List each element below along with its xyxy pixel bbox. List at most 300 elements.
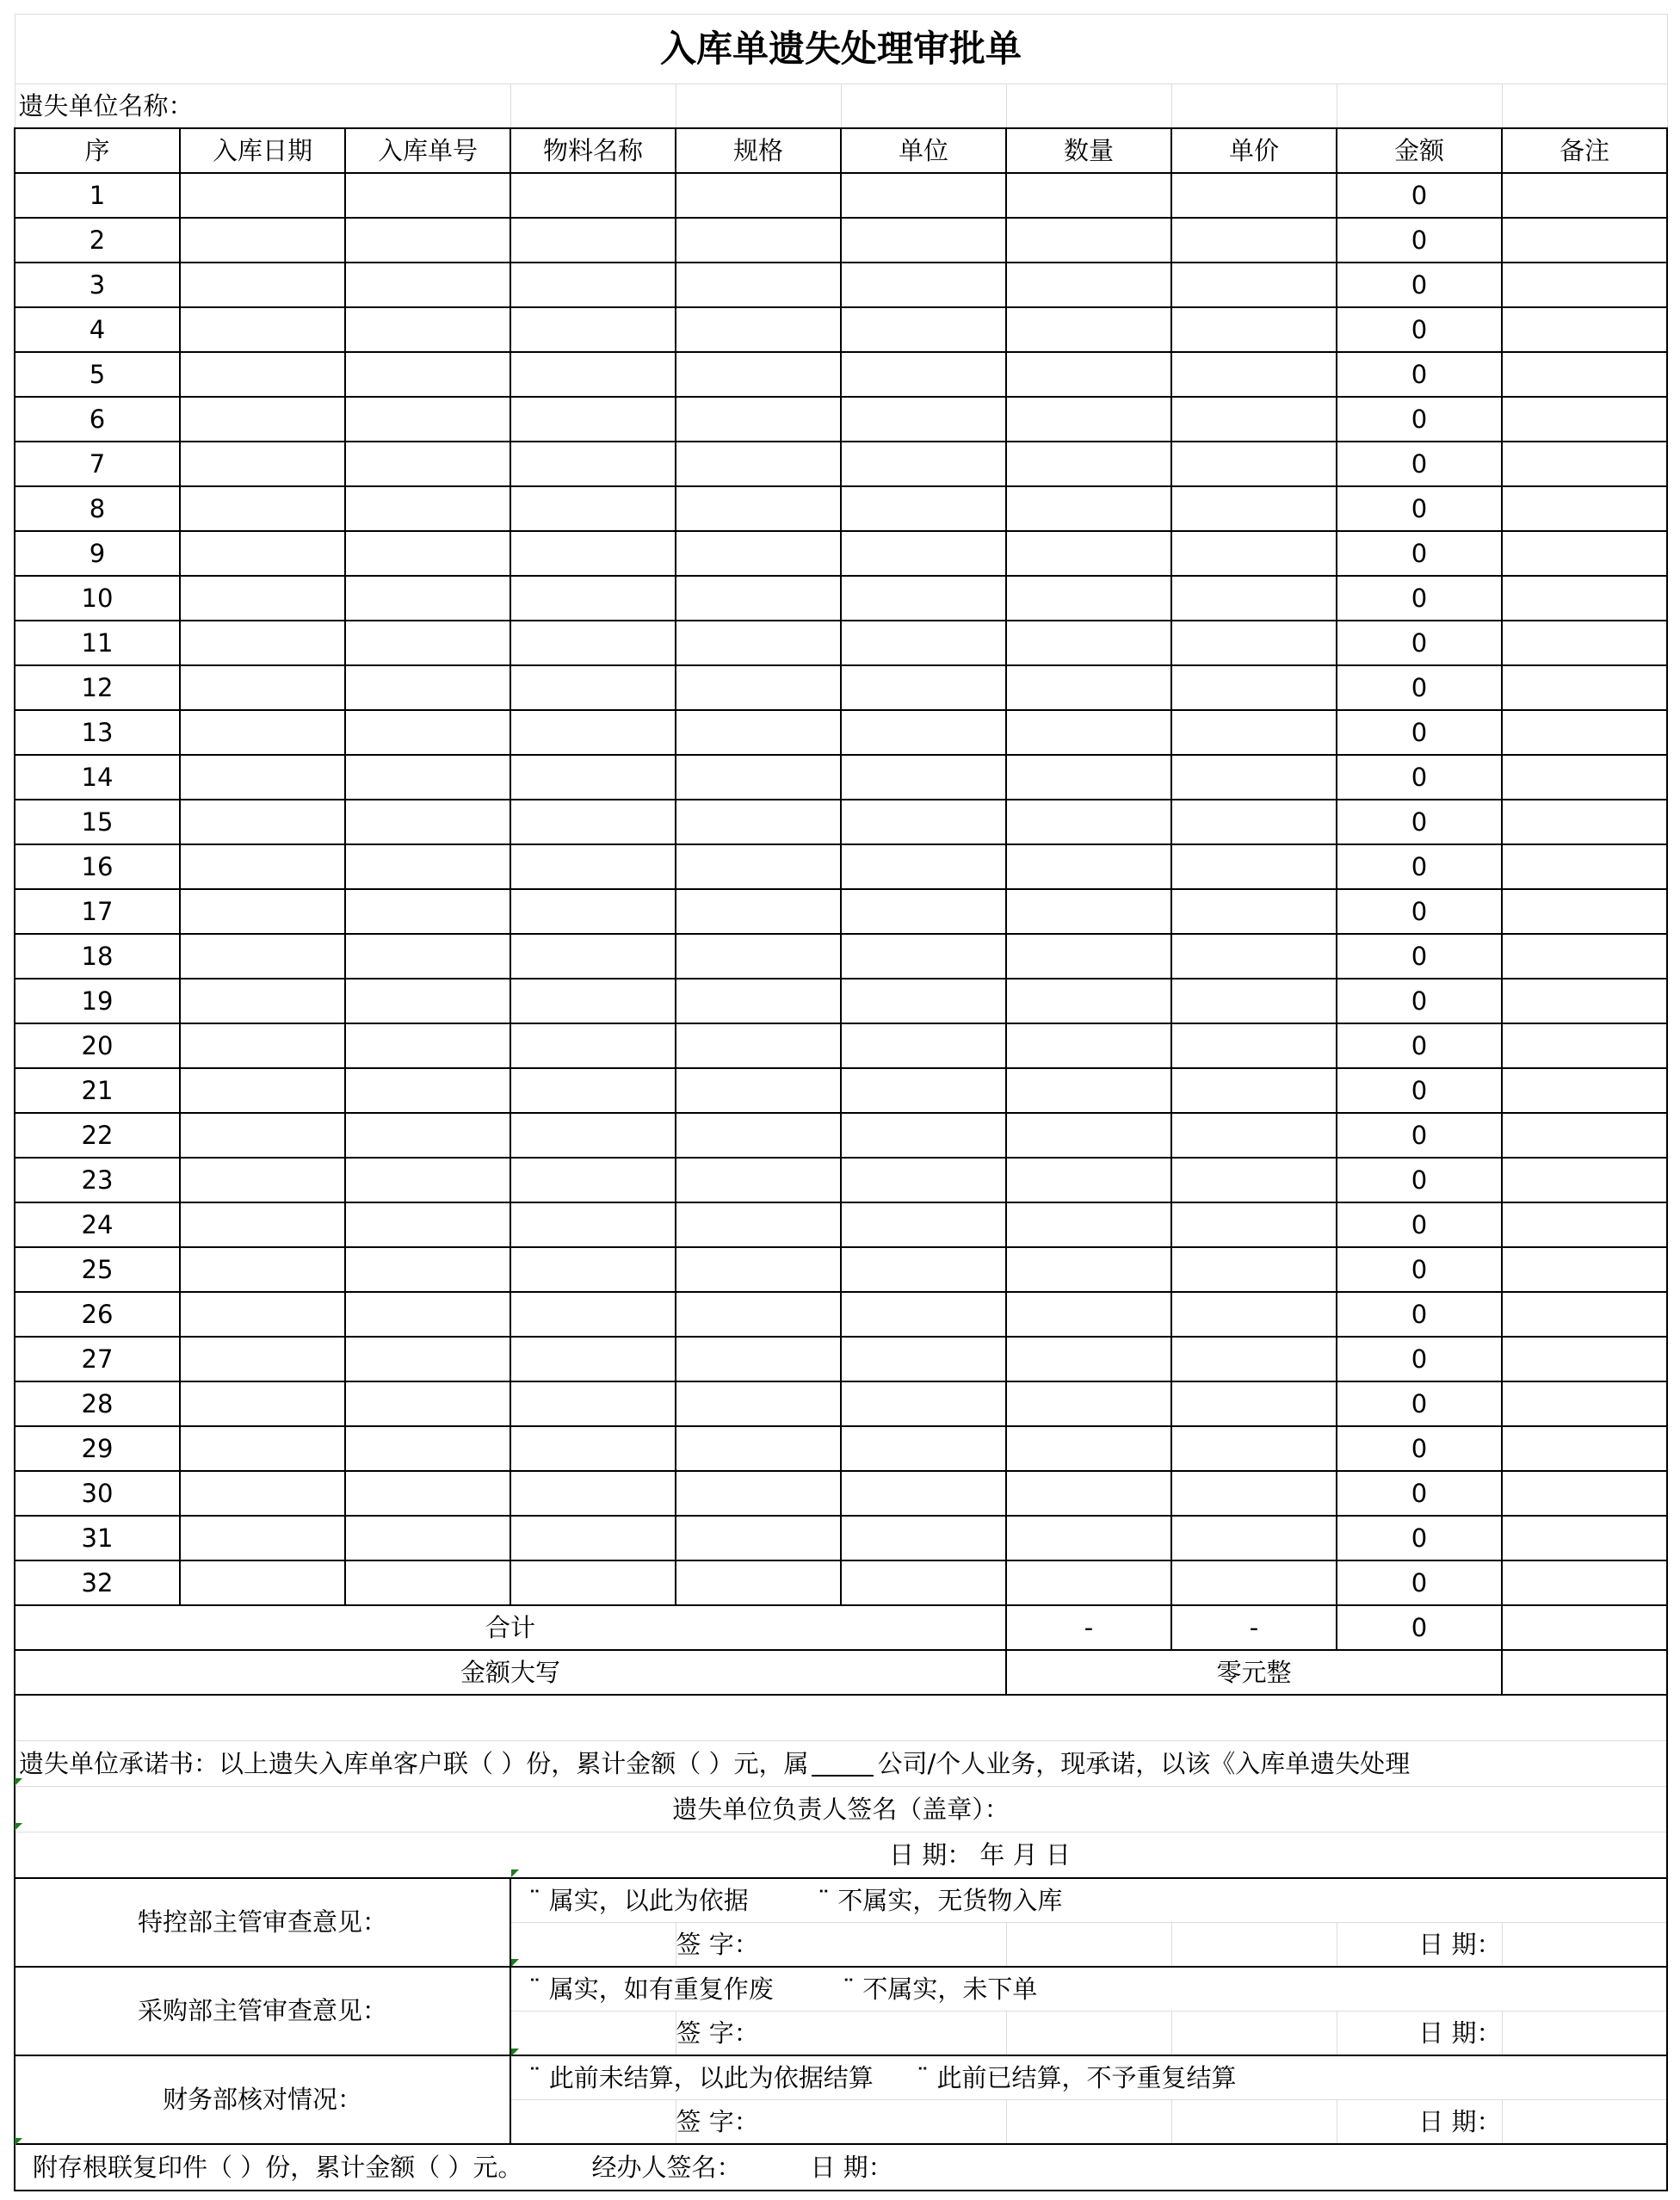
- sign-field[interactable]: [1006, 2100, 1171, 2145]
- data-cell[interactable]: [676, 889, 841, 934]
- data-cell[interactable]: [180, 1202, 345, 1247]
- data-cell[interactable]: [1502, 934, 1667, 979]
- data-cell[interactable]: [180, 1471, 345, 1516]
- column-header: 备注: [1502, 128, 1667, 173]
- data-cell[interactable]: [1171, 621, 1337, 665]
- data-cell[interactable]: [180, 1068, 345, 1113]
- data-cell[interactable]: [1171, 486, 1337, 531]
- data-cell[interactable]: [180, 263, 345, 307]
- data-cell[interactable]: [841, 800, 1006, 844]
- data-cell[interactable]: [1502, 844, 1667, 889]
- data-cell[interactable]: [841, 173, 1006, 218]
- data-cell[interactable]: [1006, 442, 1171, 486]
- data-cell[interactable]: [1171, 1560, 1337, 1605]
- data-cell[interactable]: [345, 1068, 510, 1113]
- data-cell[interactable]: [510, 397, 676, 442]
- data-cell[interactable]: [841, 531, 1006, 576]
- data-cell[interactable]: [345, 934, 510, 979]
- data-cell[interactable]: [676, 218, 841, 263]
- data-cell[interactable]: [1502, 263, 1667, 307]
- data-cell[interactable]: [676, 621, 841, 665]
- data-cell[interactable]: [510, 1426, 676, 1471]
- total-row: [15, 1605, 1667, 1650]
- data-cell[interactable]: [510, 1068, 676, 1113]
- data-cell[interactable]: [1171, 1113, 1337, 1158]
- data-cell[interactable]: [676, 1202, 841, 1247]
- data-cell[interactable]: [1502, 397, 1667, 442]
- data-cell[interactable]: [1006, 397, 1171, 442]
- data-cell[interactable]: [510, 1471, 676, 1516]
- data-cell[interactable]: [676, 531, 841, 576]
- data-cell[interactable]: [841, 1292, 1006, 1337]
- data-cell[interactable]: [1502, 755, 1667, 800]
- table-row: [15, 218, 1667, 263]
- data-cell[interactable]: [1006, 1068, 1171, 1113]
- finance-sign: 签 字：: [676, 2100, 1006, 2145]
- unit-cell[interactable]: [1337, 84, 1502, 129]
- data-cell[interactable]: [180, 1516, 345, 1560]
- data-cell[interactable]: [345, 397, 510, 442]
- data-cell[interactable]: [345, 1381, 510, 1426]
- data-cell[interactable]: [841, 218, 1006, 263]
- data-cell[interactable]: [345, 486, 510, 531]
- data-cell[interactable]: [345, 307, 510, 352]
- data-cell[interactable]: [676, 1247, 841, 1292]
- data-cell[interactable]: [510, 1158, 676, 1202]
- data-cell[interactable]: [1502, 979, 1667, 1023]
- data-cell[interactable]: [510, 1023, 676, 1068]
- data-cell[interactable]: [1502, 1023, 1667, 1068]
- data-cell[interactable]: [1502, 1337, 1667, 1381]
- data-cell[interactable]: [180, 1337, 345, 1381]
- data-cell[interactable]: [841, 979, 1006, 1023]
- data-cell[interactable]: [1171, 1426, 1337, 1471]
- data-cell[interactable]: [1171, 1158, 1337, 1202]
- data-cell[interactable]: [345, 1202, 510, 1247]
- total-remark[interactable]: [1502, 1605, 1667, 1650]
- data-cell[interactable]: [1171, 1292, 1337, 1337]
- data-cell[interactable]: [510, 307, 676, 352]
- data-cell[interactable]: [841, 1023, 1006, 1068]
- data-cell[interactable]: [841, 1471, 1006, 1516]
- data-cell[interactable]: [345, 442, 510, 486]
- data-cell[interactable]: [1502, 352, 1667, 397]
- data-cell[interactable]: [1006, 1023, 1171, 1068]
- data-cell[interactable]: [1006, 979, 1171, 1023]
- data-cell[interactable]: [1502, 1426, 1667, 1471]
- data-cell[interactable]: [180, 1158, 345, 1202]
- data-cell[interactable]: [1006, 934, 1171, 979]
- data-cell[interactable]: [1502, 800, 1667, 844]
- data-cell[interactable]: [1171, 889, 1337, 934]
- data-cell[interactable]: [1171, 1202, 1337, 1247]
- data-cell[interactable]: [1502, 621, 1667, 665]
- data-cell[interactable]: [676, 844, 841, 889]
- data-cell[interactable]: [510, 352, 676, 397]
- data-cell[interactable]: [510, 1337, 676, 1381]
- data-cell[interactable]: [510, 1113, 676, 1158]
- unit-cell[interactable]: [1171, 84, 1337, 129]
- data-cell[interactable]: [345, 1113, 510, 1158]
- data-cell[interactable]: [841, 844, 1006, 889]
- data-cell[interactable]: [180, 1560, 345, 1605]
- data-cell[interactable]: [841, 889, 1006, 934]
- data-cell[interactable]: [180, 173, 345, 218]
- data-cell[interactable]: [676, 1292, 841, 1337]
- data-cell[interactable]: [180, 1426, 345, 1471]
- data-cell[interactable]: [676, 1560, 841, 1605]
- data-cell[interactable]: [841, 1516, 1006, 1560]
- data-cell[interactable]: [841, 665, 1006, 710]
- data-cell[interactable]: [180, 665, 345, 710]
- data-cell[interactable]: [1171, 1516, 1337, 1560]
- data-cell[interactable]: [676, 665, 841, 710]
- data-cell[interactable]: [180, 352, 345, 397]
- data-cell[interactable]: [345, 665, 510, 710]
- data-cell[interactable]: [1502, 307, 1667, 352]
- data-cell[interactable]: [676, 1023, 841, 1068]
- data-cell[interactable]: [1171, 979, 1337, 1023]
- data-cell[interactable]: [1006, 263, 1171, 307]
- data-cell[interactable]: [841, 397, 1006, 442]
- option-unsettled[interactable]: ¨ 此前未结算，以此为依据结算: [528, 2062, 874, 2092]
- data-cell[interactable]: [841, 1560, 1006, 1605]
- data-cell[interactable]: [345, 173, 510, 218]
- data-cell[interactable]: [841, 263, 1006, 307]
- data-cell[interactable]: [1006, 1247, 1171, 1292]
- data-cell[interactable]: [1171, 1068, 1337, 1113]
- data-cell[interactable]: [841, 1247, 1006, 1292]
- data-cell[interactable]: [510, 1247, 676, 1292]
- data-cell[interactable]: [1502, 1381, 1667, 1426]
- data-cell[interactable]: [345, 531, 510, 576]
- data-cell[interactable]: [1502, 1516, 1667, 1560]
- option-false[interactable]: ¨ 不属实，无货物入库: [817, 1885, 1063, 1915]
- data-cell[interactable]: [1171, 1337, 1337, 1381]
- data-cell[interactable]: [841, 934, 1006, 979]
- data-cell[interactable]: [180, 218, 345, 263]
- data-cell[interactable]: [180, 621, 345, 665]
- responsible-date[interactable]: [15, 1832, 1667, 1879]
- total-price: -: [1171, 1605, 1337, 1650]
- option-settled[interactable]: ¨ 此前已结算，不予重复结算: [916, 2062, 1237, 2092]
- data-cell[interactable]: [1502, 1247, 1667, 1292]
- data-cell[interactable]: [841, 1068, 1006, 1113]
- data-cell[interactable]: [1502, 1292, 1667, 1337]
- company-blank[interactable]: [812, 1754, 874, 1777]
- data-cell[interactable]: [1006, 218, 1171, 263]
- option-true[interactable]: ¨ 属实，如有重复作废: [528, 1974, 774, 2004]
- data-cell[interactable]: [345, 1516, 510, 1560]
- data-cell[interactable]: [345, 844, 510, 889]
- data-cell[interactable]: [676, 397, 841, 442]
- data-cell[interactable]: [1006, 710, 1171, 755]
- data-cell[interactable]: [1502, 218, 1667, 263]
- unit-cell[interactable]: [841, 84, 1006, 129]
- data-cell[interactable]: [676, 1158, 841, 1202]
- data-cell[interactable]: [1171, 263, 1337, 307]
- data-cell[interactable]: [510, 576, 676, 621]
- data-cell[interactable]: [345, 889, 510, 934]
- data-cell[interactable]: [1502, 173, 1667, 218]
- data-cell[interactable]: [510, 844, 676, 889]
- data-cell[interactable]: [345, 263, 510, 307]
- data-cell[interactable]: [676, 755, 841, 800]
- data-cell[interactable]: [1006, 1158, 1171, 1202]
- data-cell[interactable]: [1502, 889, 1667, 934]
- data-cell[interactable]: [510, 1560, 676, 1605]
- data-cell[interactable]: [1006, 800, 1171, 844]
- data-cell[interactable]: [1006, 1426, 1171, 1471]
- data-cell[interactable]: [1171, 755, 1337, 800]
- data-cell[interactable]: [345, 979, 510, 1023]
- data-cell[interactable]: [841, 755, 1006, 800]
- data-cell[interactable]: [180, 889, 345, 934]
- data-cell[interactable]: [841, 442, 1006, 486]
- option-false[interactable]: ¨ 不属实，未下单: [842, 1974, 1038, 2004]
- data-cell[interactable]: [676, 934, 841, 979]
- data-cell[interactable]: [841, 352, 1006, 397]
- data-cell[interactable]: [180, 800, 345, 844]
- data-cell[interactable]: [841, 1202, 1006, 1247]
- data-cell[interactable]: [841, 1337, 1006, 1381]
- data-cell[interactable]: [180, 397, 345, 442]
- data-cell[interactable]: [510, 800, 676, 844]
- data-cell[interactable]: [345, 218, 510, 263]
- data-cell[interactable]: [345, 710, 510, 755]
- amount-in-words-remark[interactable]: [1502, 1650, 1667, 1695]
- data-cell[interactable]: [841, 1113, 1006, 1158]
- amount-cell: 0: [1337, 1337, 1502, 1381]
- data-cell[interactable]: [510, 710, 676, 755]
- data-cell[interactable]: [180, 307, 345, 352]
- data-cell[interactable]: [1006, 352, 1171, 397]
- data-cell[interactable]: [510, 263, 676, 307]
- data-cell[interactable]: [1171, 531, 1337, 576]
- data-cell[interactable]: [676, 1337, 841, 1381]
- data-cell[interactable]: [1171, 1023, 1337, 1068]
- data-cell[interactable]: [180, 442, 345, 486]
- sign-field[interactable]: [1006, 1923, 1171, 1968]
- sign-field[interactable]: [1171, 2100, 1337, 2145]
- data-cell[interactable]: [1171, 397, 1337, 442]
- data-cell[interactable]: [345, 352, 510, 397]
- data-cell[interactable]: [1006, 1202, 1171, 1247]
- data-cell[interactable]: [676, 1471, 841, 1516]
- data-cell[interactable]: [841, 710, 1006, 755]
- data-cell[interactable]: [180, 1381, 345, 1426]
- data-cell[interactable]: [510, 218, 676, 263]
- data-cell[interactable]: [1502, 531, 1667, 576]
- data-cell[interactable]: [180, 1292, 345, 1337]
- amount-cell: 0: [1337, 173, 1502, 218]
- data-cell[interactable]: [841, 486, 1006, 531]
- data-cell[interactable]: [180, 1247, 345, 1292]
- data-cell[interactable]: [1502, 486, 1667, 531]
- data-cell[interactable]: [841, 1381, 1006, 1426]
- table-row: [15, 621, 1667, 665]
- data-cell[interactable]: [180, 576, 345, 621]
- data-cell[interactable]: [1006, 576, 1171, 621]
- sign-spacer: [510, 2012, 676, 2056]
- data-cell[interactable]: [676, 1426, 841, 1471]
- data-cell[interactable]: [510, 979, 676, 1023]
- data-cell[interactable]: [676, 800, 841, 844]
- data-cell[interactable]: [841, 576, 1006, 621]
- data-cell[interactable]: [1006, 1516, 1171, 1560]
- option-true[interactable]: ¨ 属实，以此为依据: [528, 1885, 749, 1915]
- data-cell[interactable]: [510, 665, 676, 710]
- data-cell[interactable]: [1006, 486, 1171, 531]
- sign-field[interactable]: [1171, 2012, 1337, 2056]
- sign-field[interactable]: [1171, 1923, 1337, 1968]
- data-cell[interactable]: [180, 979, 345, 1023]
- data-cell[interactable]: [1171, 218, 1337, 263]
- data-cell[interactable]: [180, 755, 345, 800]
- data-cell[interactable]: [345, 1158, 510, 1202]
- data-cell[interactable]: [510, 755, 676, 800]
- data-cell[interactable]: [180, 531, 345, 576]
- data-cell[interactable]: [1171, 1247, 1337, 1292]
- data-cell[interactable]: [1502, 442, 1667, 486]
- data-cell[interactable]: [841, 1426, 1006, 1471]
- data-cell[interactable]: [1171, 307, 1337, 352]
- data-cell[interactable]: [345, 1337, 510, 1381]
- data-cell[interactable]: [1502, 1068, 1667, 1113]
- data-cell[interactable]: [676, 576, 841, 621]
- data-cell[interactable]: [1171, 710, 1337, 755]
- data-cell[interactable]: [510, 442, 676, 486]
- data-cell[interactable]: [1006, 844, 1171, 889]
- data-cell[interactable]: [345, 1247, 510, 1292]
- data-cell[interactable]: [841, 621, 1006, 665]
- data-cell[interactable]: [676, 442, 841, 486]
- data-cell[interactable]: [1502, 1113, 1667, 1158]
- data-cell[interactable]: [1006, 1560, 1171, 1605]
- row-number: 3: [15, 263, 180, 307]
- data-cell[interactable]: [1171, 800, 1337, 844]
- data-cell[interactable]: [1006, 1292, 1171, 1337]
- data-cell[interactable]: [1502, 576, 1667, 621]
- data-cell[interactable]: [1006, 531, 1171, 576]
- data-cell[interactable]: [676, 263, 841, 307]
- data-cell[interactable]: [1171, 665, 1337, 710]
- data-cell[interactable]: [1006, 173, 1171, 218]
- data-cell[interactable]: [1171, 352, 1337, 397]
- responsible-signature[interactable]: 遗失单位负责人签名（盖章）：: [15, 1787, 1667, 1832]
- data-cell[interactable]: [1171, 1381, 1337, 1426]
- unit-cell[interactable]: [510, 84, 676, 129]
- data-cell[interactable]: [676, 1068, 841, 1113]
- data-cell[interactable]: [510, 1516, 676, 1560]
- table-row: [15, 352, 1667, 397]
- data-cell[interactable]: [676, 1381, 841, 1426]
- data-cell[interactable]: [1502, 665, 1667, 710]
- data-cell[interactable]: [676, 1113, 841, 1158]
- data-cell[interactable]: [841, 307, 1006, 352]
- date-field[interactable]: [1502, 1923, 1667, 1968]
- data-cell[interactable]: [676, 710, 841, 755]
- data-cell[interactable]: [345, 800, 510, 844]
- table-row: [15, 1381, 1667, 1426]
- data-cell[interactable]: [1502, 1560, 1667, 1605]
- amount-cell: 0: [1337, 486, 1502, 531]
- amount-cell: 0: [1337, 1113, 1502, 1158]
- data-cell[interactable]: [510, 1381, 676, 1426]
- data-cell[interactable]: [510, 531, 676, 576]
- data-cell[interactable]: [510, 1202, 676, 1247]
- data-cell[interactable]: [1171, 1471, 1337, 1516]
- approval-row-finance: [15, 2055, 1667, 2100]
- data-cell[interactable]: [345, 1471, 510, 1516]
- data-cell[interactable]: [1006, 1337, 1171, 1381]
- data-cell[interactable]: [345, 755, 510, 800]
- data-cell[interactable]: [1006, 621, 1171, 665]
- data-cell[interactable]: [510, 621, 676, 665]
- data-cell[interactable]: [1502, 1202, 1667, 1247]
- form-title: 入库单遗失处理审批单: [15, 15, 1667, 84]
- unit-cell[interactable]: [1006, 84, 1171, 129]
- data-cell[interactable]: [676, 352, 841, 397]
- data-cell[interactable]: [1171, 576, 1337, 621]
- data-cell[interactable]: [180, 934, 345, 979]
- data-cell[interactable]: [841, 1158, 1006, 1202]
- data-cell[interactable]: [510, 889, 676, 934]
- data-cell[interactable]: [510, 1292, 676, 1337]
- data-cell[interactable]: [1502, 710, 1667, 755]
- data-cell[interactable]: [180, 710, 345, 755]
- data-cell[interactable]: [676, 173, 841, 218]
- data-cell[interactable]: [676, 486, 841, 531]
- date-field[interactable]: [1502, 2100, 1667, 2145]
- data-cell[interactable]: [345, 1023, 510, 1068]
- data-cell[interactable]: [1006, 1381, 1171, 1426]
- data-cell[interactable]: [180, 1023, 345, 1068]
- data-cell[interactable]: [345, 576, 510, 621]
- data-cell[interactable]: [510, 173, 676, 218]
- data-cell[interactable]: [676, 307, 841, 352]
- data-cell[interactable]: [510, 486, 676, 531]
- data-cell[interactable]: [1006, 307, 1171, 352]
- row-number: 1: [15, 173, 180, 218]
- data-cell[interactable]: [345, 1292, 510, 1337]
- sign-field[interactable]: [1006, 2012, 1171, 2056]
- data-cell[interactable]: [510, 934, 676, 979]
- data-cell[interactable]: [345, 1560, 510, 1605]
- data-cell[interactable]: [1502, 1158, 1667, 1202]
- data-cell[interactable]: [180, 1113, 345, 1158]
- data-cell[interactable]: [345, 621, 510, 665]
- data-cell[interactable]: [1006, 1471, 1171, 1516]
- data-cell[interactable]: [1171, 442, 1337, 486]
- data-cell[interactable]: [345, 1426, 510, 1471]
- data-cell[interactable]: [1006, 665, 1171, 710]
- date-field[interactable]: [1502, 2012, 1667, 2056]
- unit-cell[interactable]: [1502, 84, 1667, 129]
- data-cell[interactable]: [1171, 173, 1337, 218]
- data-cell[interactable]: [180, 486, 345, 531]
- data-cell[interactable]: [1006, 755, 1171, 800]
- data-cell[interactable]: [1171, 934, 1337, 979]
- data-cell[interactable]: [1171, 844, 1337, 889]
- data-cell[interactable]: [1502, 1471, 1667, 1516]
- data-cell[interactable]: [1006, 889, 1171, 934]
- data-cell[interactable]: [676, 979, 841, 1023]
- data-cell[interactable]: [676, 1516, 841, 1560]
- data-cell[interactable]: [1006, 1113, 1171, 1158]
- unit-cell[interactable]: [676, 84, 841, 129]
- data-cell[interactable]: [180, 844, 345, 889]
